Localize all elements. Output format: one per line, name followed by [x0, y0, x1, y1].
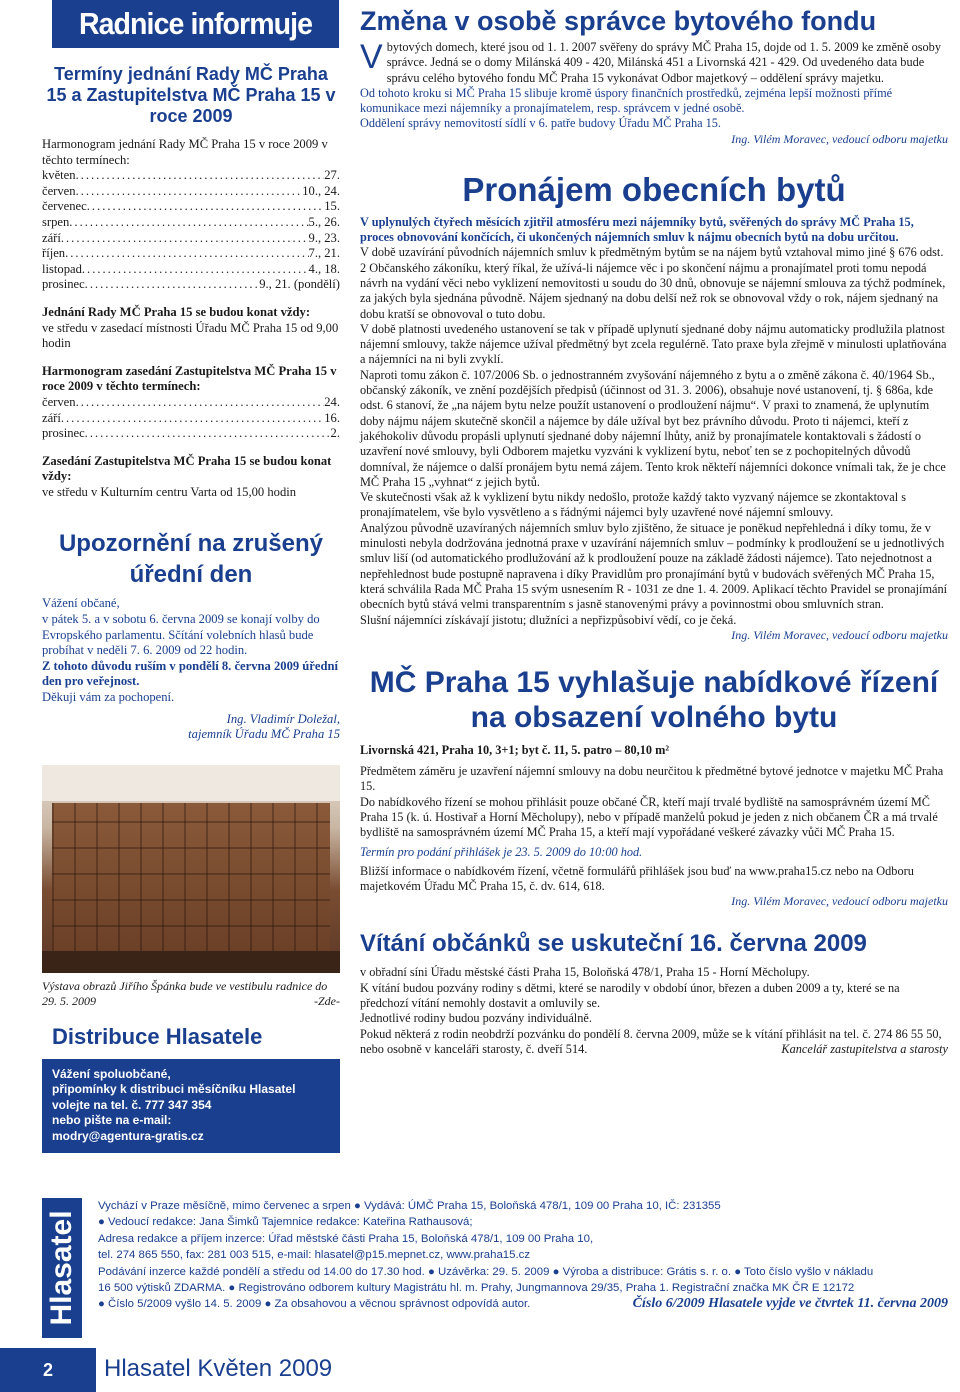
manager-initial: V	[360, 38, 383, 76]
manager-p2: Od tohoto kroku si MČ Praha 15 slibuje kromě úspory finančních prostředků, zejména lepší možnosti přímé komunikace mezi nájemníky a pronajímatelem, resp. správcem v jedné osobě.	[360, 85, 893, 116]
auction-p3: Bližší informace o nabídkovém řízení, včetně formulářů přihlášek jsou buď na www.praha15.cz nebo na Odboru majetkovém Úřadu MČ Praha 15, č. dv. 614, 618.	[360, 863, 914, 894]
assembly-intro: Harmonogram zasedání Zastupitelstva MČ Praha 15 v roce 2009 v těchto termínech:	[42, 363, 337, 394]
right-column	[360, 0, 948, 1057]
rental-sign: Ing. Vilém Moravec, vedoucí odboru majetku	[731, 627, 948, 642]
date-row	[42, 246, 340, 262]
date-month: listopad	[42, 261, 82, 276]
notice-bold: Z tohoto důvodu ruším v pondělí 8. června 2009 úřední den pro veřejnost.	[42, 658, 338, 689]
date-row	[42, 395, 340, 411]
rental-paragraph: V době platnosti uvedeného ustanovení se tak v případě uplynutí sjednané doby nájmu automaticky prodlužila platnost nájemní smlouvy, takže nájemce užíval předmětný byt zcela regulérně. Tato praxe byla zřejmě v minulosti uplatňována a nájemníci na ni byli zvyklí.	[360, 321, 947, 367]
date-month: prosinec	[42, 426, 85, 441]
photo-caption	[42, 979, 340, 1009]
imprint-line: Vychází v Praze měsíčně, mimo červenec a srpen ● Vydává: ÚMČ Praha 15, Boloňská 478/1, 109 00 Praha 10, IČ: 231355	[98, 1200, 721, 1212]
date-days: 24.	[324, 394, 340, 409]
date-days: 27.	[324, 168, 340, 183]
manager-p3: Oddělení správy nemovitostí sídlí v 6. patře budovy Úřadu MČ Praha 15.	[360, 116, 721, 131]
imprint-line: 16 500 výtisků ZDARMA. ● Registrováno odborem kultury Magistrátu hl. m. Prahy, Jungmannova 29/35, Praha 1. Registrační značka MK ČR E 12172	[98, 1282, 855, 1295]
date-days: 5., 26.	[308, 214, 340, 229]
assembly-note-bold: Zasedání Zastupitelstva MČ Praha 15 se budou konat vždy:	[42, 453, 332, 484]
distribution-email: modry@agentura-gratis.cz	[52, 1128, 204, 1143]
auction-p1: Předmětem záměru je uzavření nájemní smlouvy na dobu neurčitou k předmětné bytové jednotce v majetku MČ Praha 15.	[360, 764, 944, 794]
imprint-line: ● Vedoucí redakce: Jana Šimků Tajemnice redakce: Kateřina Rathausová;	[98, 1216, 473, 1229]
auction-p2: Do nabídkového řízení se mohou přihlásit pouze občané ČR, kteří mají trvalé bydliště na samosprávném území MČ Praha 15 (k. ú. Hostivař a Horní Měcholupy), nebo v případě manželů pokud je jeden z nich občanem ČR a má trvalé bydliště na samosprávném území MČ Praha 15, a kteří mají vypořádané veškeré závazky vůči MČ Praha 15.	[360, 794, 938, 840]
date-month: srpen	[42, 214, 70, 229]
date-row	[42, 168, 340, 184]
imprint-last-line: ● Číslo 5/2009 vyšlo 14. 5. 2009 ● Za obsahovou a věcnou správnost odpovídá autor. Číslo 6/2009 Hlasatele vyjde ve čtvrtek 11. června 2009	[98, 1296, 948, 1312]
date-month: červen	[42, 183, 76, 198]
manager-sign: Ing. Vilém Moravec, vedoucí odboru majetku	[731, 131, 948, 146]
notice-sign-name: Ing. Vladimír Doležal,	[226, 711, 340, 726]
date-row	[42, 215, 340, 231]
left-column	[42, 0, 340, 1153]
exhibition-photo	[42, 765, 340, 973]
council-dates-list	[42, 168, 340, 293]
rental-paragraph: V době uzavírání původních nájemních smluv k předmětným bytům se na nájem bytů vztahoval mimo jiné § 676 odst. 2 Občanského zákoníku, který říkal, že užívá-li nájemce věc i po skončení nájmu a pronajímatel proti tomu nepodá návrh na vydání věci nebo vyklizení nemovitosti u soudu do 30 dnů, obnovuje se nájemní smlouva za týchž podmínek, za jakých byla sjednána původně. Nájem sjednaný na dobu delší než rok se obnovoval vždy o rok, nájem sjednaný na dobu kratší se obnovoval o tuto dobu.	[360, 245, 946, 321]
council-note: ve středu v zasedací místnosti Úřadu MČ Praha 15 od 9,00 hodin	[42, 320, 339, 351]
distribution-line: Vážení spoluobčané,	[52, 1066, 171, 1081]
date-days: 9., 21. (pondělí)	[259, 277, 340, 292]
notice-title: Upozornění na zrušený úřední den	[58, 530, 324, 589]
date-month: prosinec	[42, 277, 85, 292]
rental-paragraph: Ve skutečnosti však až k vyklizení bytu nikdy nedošlo, protože každý takto vyzvaný nájemce se zkontaktoval s pronajímatelem, vše bylo vysvětleno a s řádnými nájemci byly uzavřené nové nájemní smlouvy.	[360, 490, 907, 520]
page-number: 2	[0, 1348, 96, 1392]
date-month: září	[42, 230, 61, 245]
imprint-line: Adresa redakce a příjem inzerce: Úřad městské části Praha 15, Boloňská 478/1, 109 00 Praha 10,	[98, 1232, 594, 1245]
date-days: 9., 23.	[308, 230, 340, 245]
rental-paragraph: Slušní nájemníci získávají jistotu; dlužníci a nepřizpůsobiví vědí, co je čeká.	[360, 612, 737, 627]
date-row	[42, 184, 340, 200]
photo-credit: -Zde-	[314, 993, 340, 1008]
date-days: 4., 18.	[308, 261, 340, 276]
notice-body: v pátek 5. a v sobotu 6. června 2009 se konají volby do Evropského parlamentu. Sčítání volebních hlasů bude probíhat v neděli 7. 6. 2009 od 22 hodin.	[42, 612, 320, 658]
welcome-p4	[360, 1027, 948, 1058]
auction-deadline: Termín pro podání přihlášek je 23. 5. 2009 do 10:00 hod.	[360, 844, 643, 859]
manager-title: Změna v osobě správce bytového fondu	[360, 6, 877, 36]
date-month: červen	[42, 394, 76, 409]
council-intro: Harmonogram jednání Rady MČ Praha 15 v roce 2009 v těchto termínech:	[42, 137, 328, 167]
distribution-line: nebo pište na e-mail:	[52, 1113, 172, 1128]
rental-lead: V uplynulých čtyřech měsících zjitřil atmosféru mezi nájemníky bytů, svěřených do správy MČ Praha 15, proces obnovování končících, či ukončených nájemních smluv k nájmu obecních bytů na dobu určitou.	[360, 214, 914, 245]
date-month: červenec	[42, 199, 87, 214]
distribution-line: připomínky k distribuci měsíčníku Hlasatel	[52, 1082, 296, 1097]
date-row	[42, 231, 340, 247]
date-days: 10., 24.	[302, 183, 340, 198]
rental-paragraph: Analýzou původně uzavíraných nájemních smluv bylo zjištěno, že situace je poněkud nepřehledná i díky tomu, že v minulosti nebyla dodržována jednotná praxe v uzavírání nájemních smluv – podmínky k prodloužení se u jednotlivých smluv liší (od automatického prodlužování až k prodloužení pouze na základě žádosti nájemce). Tato nejednotnost a nepřehlednost bude postupně napravena i díky Pravidlům pro pronajímání bytů v budovách svěřených MČ Praha 15, která schválila Rada MČ Praha 15 svým usnesením R - 1031 ze dne 1. 4. 2009. Aplikací těchto Pravidel se pronajímání obecních bytů stává velmi transparentním s jasně stanovenými právy a povinnostmi obou smluvních stran.	[360, 520, 948, 612]
section-masthead: Radnice informuje	[52, 0, 339, 48]
welcome-sign: Kancelář zastupitelstva a starosty	[781, 1041, 948, 1056]
next-issue-note: Číslo 6/2009 Hlasatele vyjde ve čtvrtek 11. června 2009	[632, 1296, 948, 1312]
imprint-vertical-label: Hlasatel	[42, 1198, 82, 1338]
notice-sign-title: tajemník Úřadu MČ Praha 15	[188, 727, 340, 742]
date-row	[42, 411, 340, 427]
rental-paragraph: Naproti tomu zákon č. 107/2006 Sb. o jednostranném zvyšování nájemného z bytu a o změně zákona č. 40/1964 Sb., občanský zákoník, ve znění pozdějších předpisů (účinnost od 31. 3. 2006), obsahuje nové ustanovení, tj. § 686a, kde odst. 6 stanoví, že „na nájem bytu nelze použít ustanovení o prodloužení nájmu“. V praxi to znamená, že uplynutím doby nájmu nájem skutečně skončil a nájemce by dále užíval byt bez právního důvodu. Proto ti nájemci, kteří z jakéhokoliv důvodu propásli uplynutí sjednané doby nájemní lhůty, aniž by pronajímatele kontaktovali s žádostí o uzavření nové smlouvy, byli Odborem majetku vyzváni k vyklizení bytu, neboť ten se z pochopitelných důvodů domníval, že nájemce o další pronájem bytu nemá zájem. Tento krok někteří nájemníci dokonce vnímali tak, že je chce MČ Praha 15 „vyhnat“ z jejich bytů.	[360, 367, 946, 489]
notice-thanks: Děkuji vám za pochopení.	[42, 690, 175, 705]
assembly-dates-list	[42, 395, 340, 442]
welcome-p4-text: Pokud některá z rodin neobdrží pozvánku do pondělí 8. června 2009, může se k vítání přihlásit na tel. č. 274 86 55 50, nebo osobně v kanceláři starosty, č. dveří 514.	[360, 1026, 942, 1056]
imprint-line: tel. 274 865 550, fax: 281 003 515, e-mail: hlasatel@p15.mepnet.cz, www.praha15.cz	[98, 1249, 531, 1262]
date-row	[42, 199, 340, 215]
date-month: říjen	[42, 246, 66, 261]
date-row	[42, 426, 340, 442]
welcome-p2: K vítání budou pozvány rodiny s dětmi, které se narodily v období únor, březen a duben 2009 a ty, které se na předchozí vítání nemohly dostavit a omluvily se.	[360, 980, 900, 1011]
auction-sign: Ing. Vilém Moravec, vedoucí odboru majetku	[731, 894, 948, 909]
notice-box	[42, 528, 340, 742]
date-days: 15.	[324, 199, 340, 214]
manager-p1: bytových domech, které jsou od 1. 1. 2007 svěřeny do správy MČ Praha 15, dojde od 1. 5. 2009 ke změně osoby správce. Jedná se o domy Milánská 409 - 420, Milánská 451 a Livornská 421 - 429. Od uvedeného data bude správu celého bytového fondu MČ Praha 15 vykonávat Odbor majetkový – oddělení správy majetku.	[386, 40, 941, 85]
page-footer-title: Hlasatel Květen 2009	[104, 1355, 333, 1382]
imprint-text	[98, 1198, 948, 1313]
date-row	[42, 262, 340, 278]
assembly-note: ve středu v Kulturním centru Varta od 15,00 hodin	[42, 484, 297, 499]
date-month: září	[42, 410, 61, 425]
date-days: 16.	[324, 410, 340, 425]
auction-title: MČ Praha 15 vyhlašuje nabídkové řízení na obsazení volného bytu	[369, 665, 939, 734]
imprint-footer	[42, 1198, 948, 1338]
rental-title: Pronájem obecních bytů	[462, 170, 846, 208]
distribution-title: Distribuce Hlasatele	[52, 1023, 263, 1049]
date-month: květen	[42, 168, 76, 183]
welcome-p3: Jednotlivé rodiny budou pozvány individuálně.	[360, 1011, 592, 1026]
distribution-box	[42, 1059, 340, 1154]
photo-caption-text: Výstava obrazů Jiřího Špánka bude ve vestibulu radnice do 29. 5. 2009	[42, 978, 328, 1008]
rental-body	[360, 245, 948, 627]
welcome-title: Vítání občánků se uskuteční 16. června 2009	[360, 930, 867, 958]
date-row	[42, 277, 340, 293]
distribution-line: volejte na tel. č. 777 347 354	[52, 1097, 212, 1112]
welcome-p1: v obřadní síni Úřadu městské části Praha 15, Boloňská 478/1, Praha 15 - Horní Měcholupy.	[360, 965, 810, 980]
imprint-line: Podávání inzerce každé pondělí a středu od 14.00 do 17.30 hod. ● Uzávěrka: 29. 5. 2009 ● Výroba a distribuce: Grátis s. r. o. ● Toto číslo vyšlo v nákladu	[98, 1265, 874, 1278]
schedule-title: Termíny jednání Rady MČ Praha 15 a Zastupitelstva MČ Praha 15 v roce 2009	[46, 64, 336, 126]
council-note-bold: Jednání Rady MČ Praha 15 se budou konat vždy:	[42, 304, 311, 319]
date-days: 2.	[330, 426, 340, 441]
auction-address: Livornská 421, Praha 10, 3+1; byt č. 11, 5. patro – 80,10 m²	[360, 742, 670, 757]
date-days: 7., 21.	[308, 246, 340, 261]
notice-greeting: Vážení občané,	[42, 596, 120, 611]
